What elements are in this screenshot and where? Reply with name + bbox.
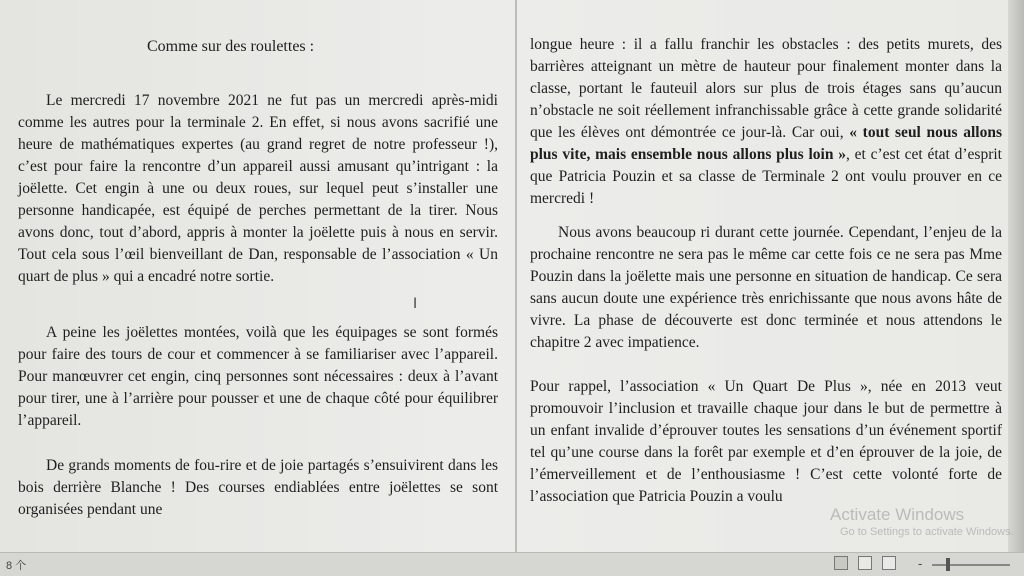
- watermark-subtitle: Go to Settings to activate Windows.: [840, 526, 1014, 538]
- read-mode-icon[interactable]: [834, 556, 848, 570]
- view-mode-group: [834, 556, 896, 570]
- print-layout-icon[interactable]: [858, 556, 872, 570]
- web-layout-icon[interactable]: [882, 556, 896, 570]
- page-indicator[interactable]: 8 个: [6, 560, 27, 572]
- paragraph-2[interactable]: A peine les joëlettes montées, voilà que les équipages se sont formés pour faire des tours de cour et commencer à se familiariser avec l’appareil. Pour manœuvrer cet engin, cinq personnes sont nécessaires : deux à l’avant pour tirer, une à l’arrière pour pousser et une de chaque côté pour équilibrer l’appareil.: [18, 324, 498, 429]
- paragraph-4-part2: , et c’est cet état d’esprit que Patricia Pouzin et sa classe de Terminale 2 ont voulu prouver en ce mercredi !: [530, 146, 1002, 207]
- paragraph-4[interactable]: [530, 34, 1002, 210]
- activate-windows-watermark: [830, 505, 1014, 539]
- article-heading: Comme sur des roulettes :: [147, 38, 315, 55]
- paragraph-6[interactable]: Pour rappel, l’association « Un Quart De Plus », née en 2013 veut promouvoir l’inclusion et travaille chaque jour dans le but de permettre à un enfant invalide d’éprouver toutes les sensations d’un événement sportif tel qu’une course dans la forêt par exemple et d’en éprouver de la joie, de l’émerveillement et de l’enthousiasme ! C’est cette volonté forte de l’association que Patricia Pouzin a voulu: [530, 378, 1002, 505]
- zoom-slider-thumb[interactable]: [946, 558, 950, 571]
- paragraph-1[interactable]: Le mercredi 17 novembre 2021 ne fut pas un mercredi après-midi comme les autres pour la terminale 2. En effet, si nous avons sacrifié une heure de mathématiques expertes (au grand regret de notre professeur !), c’est pour faire la rencontre d’un appareil aussi amusant qu’intrigant : la joëlette. Cet engin à une ou deux roues, sur lequel peut s’installer une personne handicapée, est équipé de perches permettant de la tirer. Nous avons donc, tout d’abord, appris à monter la joëlette puis à nous en servir. Tout cela sous l’œil bienveillant de Dan, responsable de l’association « Un quart de plus » qui a encadré notre sortie.: [18, 92, 498, 285]
- page-edge: [1008, 0, 1024, 552]
- text-cursor-icon: I: [413, 296, 418, 312]
- zoom-out-button[interactable]: -: [918, 556, 923, 571]
- status-bar: [0, 552, 1024, 576]
- paragraph-5[interactable]: Nous avons beaucoup ri durant cette journée. Cependant, l’enjeu de la prochaine rencontre ne sera pas le même car cette fois ce ne sera pas Mme Pouzin dans la joëlette mais une personne en situation de handicap. Ce sera sans aucun doute une expérience très enrichissante que nous avons hâte de vivre. La phase de découverte est donc terminée et nous attendons le chapitre 2 avec impatience.: [530, 224, 1002, 351]
- paragraph-4-part1: longue heure : il a fallu franchir les obstacles : des petits murets, des barrières atteignant un mètre de hauteur pour finalement monter dans la classe, portant le fauteuil alors sur plus de trois étages sans qu’aucun n’obstacle ne soit réellement infranchissable grâce à cette grande solidarité que les élèves ont démontrée ce jour-là. Car oui,: [530, 36, 1002, 141]
- watermark-title: Activate Windows: [830, 505, 965, 524]
- zoom-slider[interactable]: [932, 564, 1010, 566]
- quote-bold: « tout seul nous allons plus vite, mais ensemble nous allons plus loin »: [530, 124, 1002, 163]
- paragraph-3[interactable]: De grands moments de fou-rire et de joie partagés s’ensuivirent dans les bois derrière Blanche ! Des courses endiablées entre joëlettes se sont organisées pendant une: [18, 457, 498, 518]
- column-divider: [515, 0, 517, 552]
